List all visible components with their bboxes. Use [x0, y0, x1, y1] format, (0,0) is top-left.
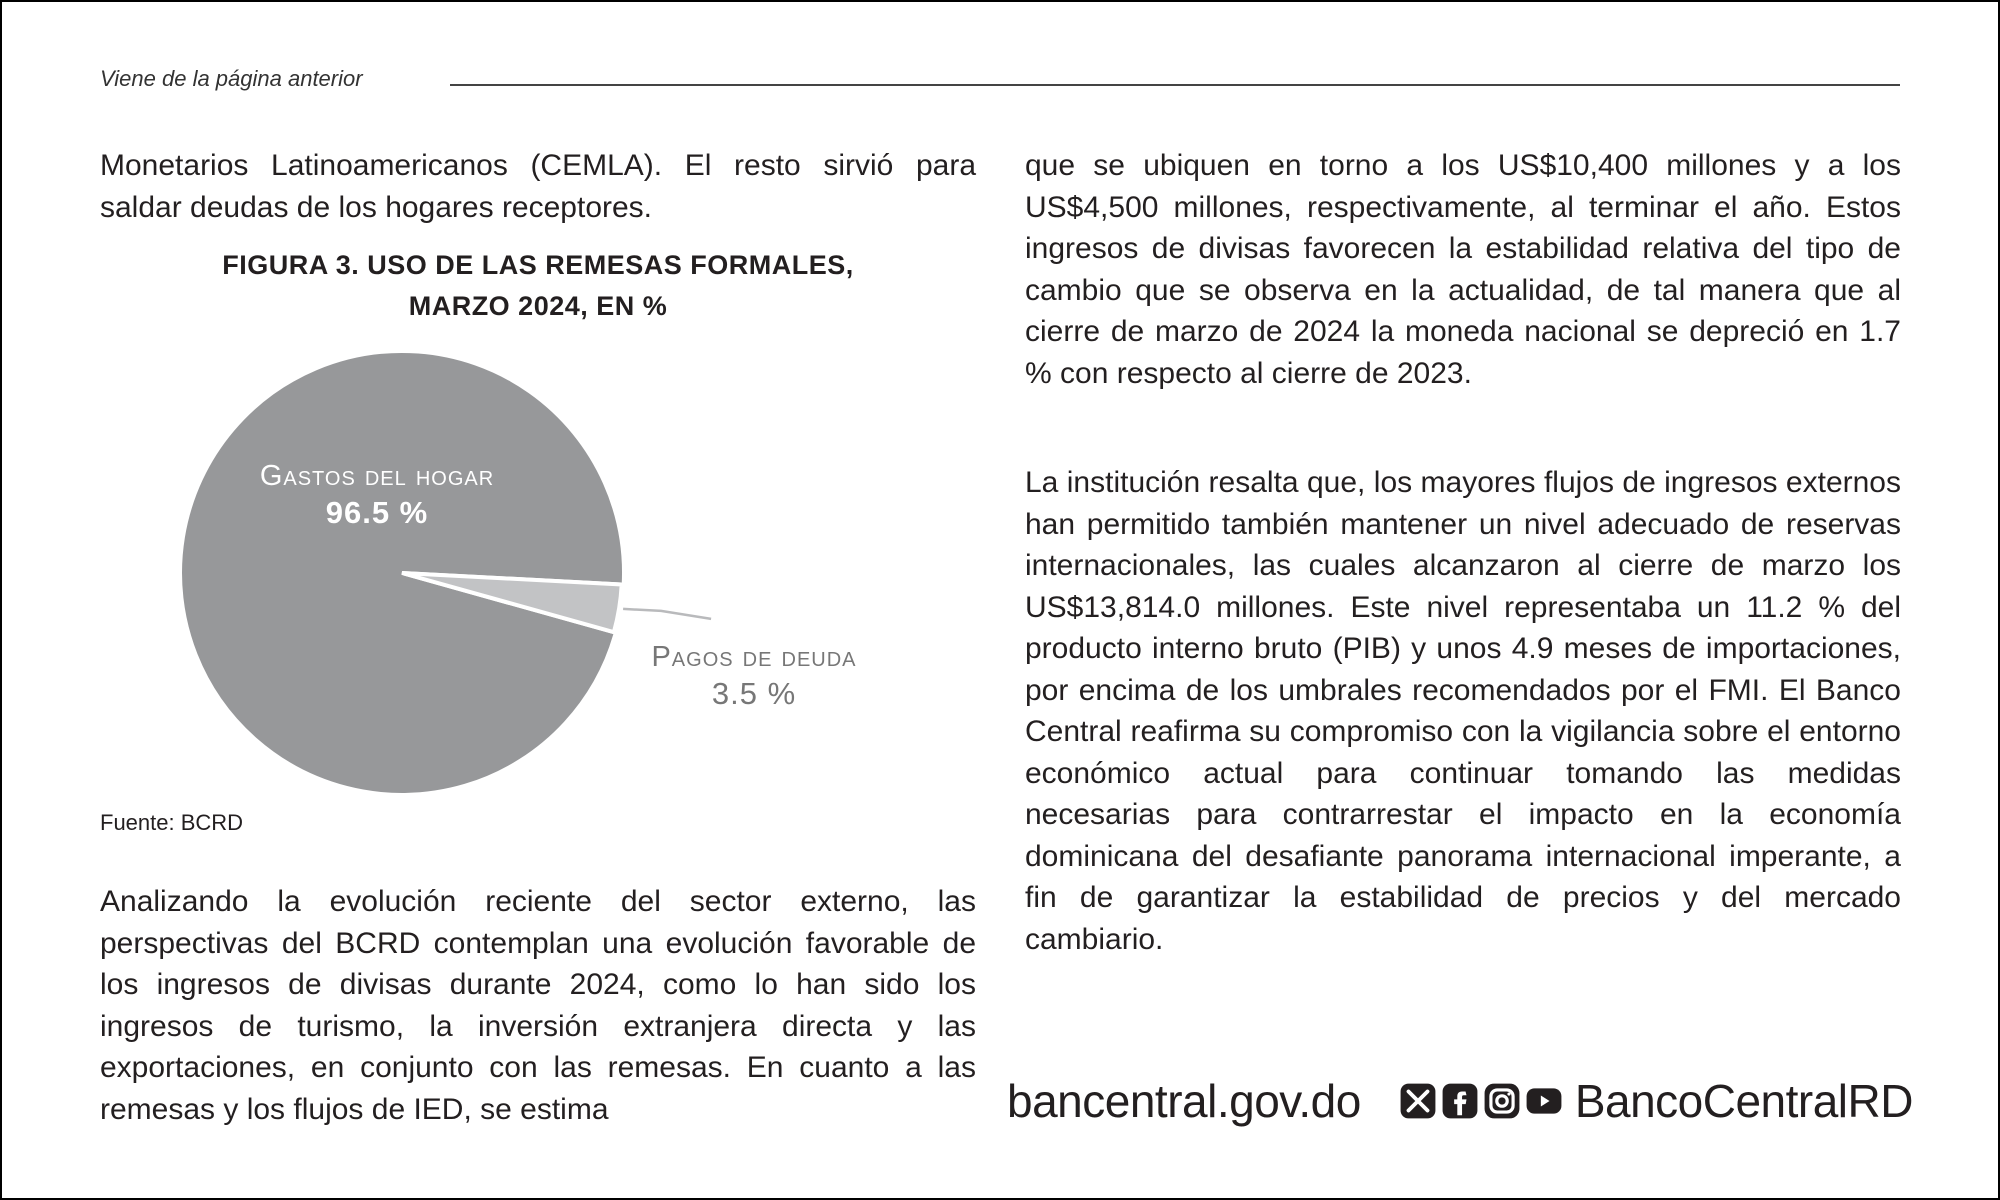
social-icons: [1399, 1082, 1563, 1120]
figure-title-line-2: MARZO 2024, EN %: [408, 291, 668, 321]
left-column-bottom-text: Analizando la evolución reciente del sector externo, las perspectivas del BCRD contemplan una evolución favorable de los ingresos de divisas durante 2024, como lo han sido los ingresos de turismo, la inversión extranjera directa y las exportaciones, en conjunto con las remesas. En cuanto a las remesas y los flujos de IED, se estima: [100, 885, 976, 1126]
website-link[interactable]: bancentral.gov.do: [1007, 1075, 1361, 1127]
youtube-icon[interactable]: [1525, 1082, 1563, 1120]
slice-label-gastos-name: Gastos del hogar: [259, 460, 495, 492]
slice-label-gastos: [232, 460, 522, 531]
left-column-top-text: Monetarios Latinoamericanos (CEMLA). El resto sirvió para saldar deudas de los hogares receptores.: [100, 149, 976, 224]
slice-label-pagos: [628, 641, 880, 712]
figure-title-line-1: FIGURA 3. USO DE LAS REMESAS FORMALES,: [222, 250, 854, 280]
right-column-paragraph-1: que se ubiquen en torno a los US$10,400 millones y a los US$4,500 millones, respectivamente, al terminar el año. Estos ingresos de divisas favorecen la estabilidad relativa del tipo de cambio que se observa en la actualidad, de tal manera que al cierre de marzo de 2024 la moneda nacional se depreció en 1.7 % con respecto al cierre de 2023.: [1025, 149, 1901, 390]
slice-label-pagos-value: 3.5 %: [711, 676, 797, 711]
slice-label-gastos-value: 96.5 %: [325, 495, 429, 530]
social-handle[interactable]: BancoCentralRD: [1574, 1075, 1913, 1127]
footer: [1007, 1070, 1913, 1132]
continued-note: Viene de la página anterior: [100, 66, 363, 91]
slice-label-pagos-name: Pagos de deuda: [651, 641, 857, 673]
facebook-icon[interactable]: [1441, 1082, 1479, 1120]
x-icon[interactable]: [1399, 1082, 1437, 1120]
instagram-icon[interactable]: [1483, 1082, 1521, 1120]
right-column-paragraph-2: La institución resalta que, los mayores flujos de ingresos externos han permitido también mantener un nivel adecuado de reservas internacionales, las cuales alcanzaron al cierre de marzo los US$13,814.0 millones. Este nivel representaba un 11.2 % del producto interno bruto (PIB) y unos 4.9 meses de importaciones, por encima de los umbrales recomendados por el FMI. El Banco Central reafirma su compromiso con la vigilancia sobre el entorno económico actual para continuar tomando las medidas necesarias para contrarrestar el impacto en la economía dominicana del desafiante panorama internacional imperante, a fin de garantizar la estabilidad de precios y del mercado cambiario.: [1025, 466, 1901, 956]
pie-leader-line: [623, 609, 711, 619]
figure-source: Fuente: BCRD: [100, 810, 244, 835]
